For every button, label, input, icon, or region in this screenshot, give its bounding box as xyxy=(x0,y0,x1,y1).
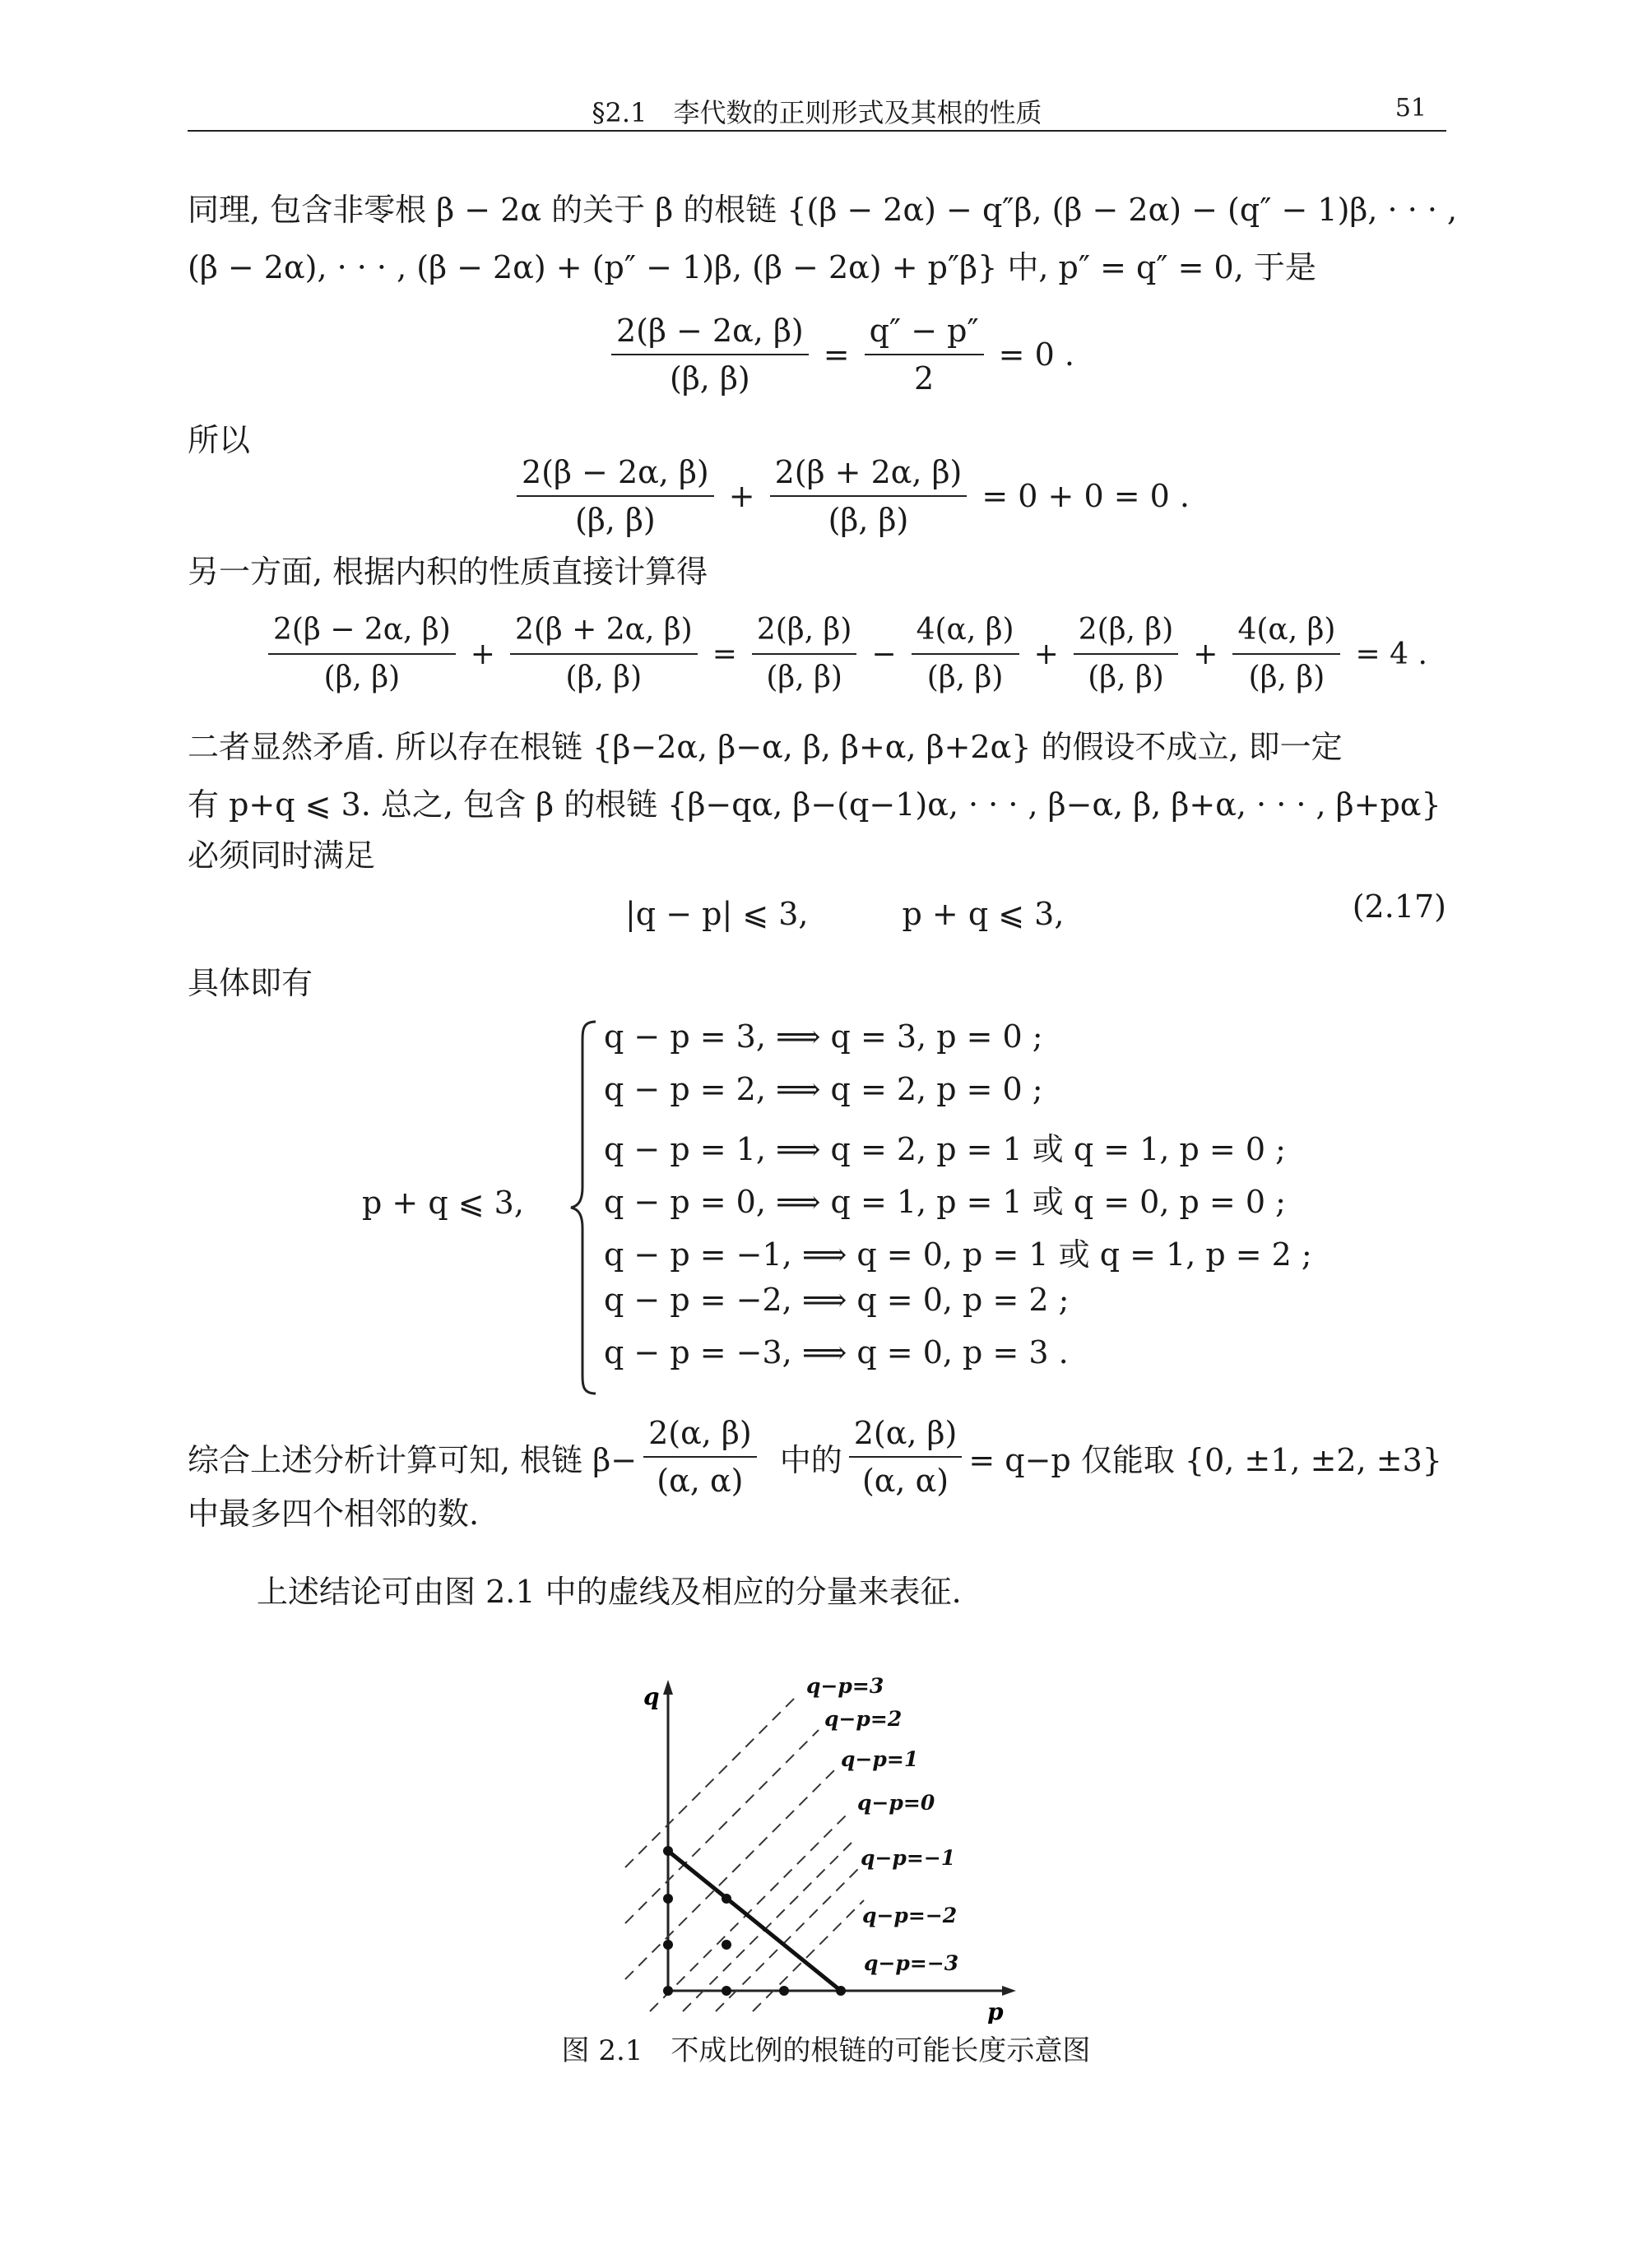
fraction: $\frac{2(\alpha, \beta)}{(\alpha, \alpha)}$ xyxy=(849,1413,963,1500)
dashed-lines xyxy=(625,1695,864,2011)
fraction: $\frac{2(\beta - 2\alpha, \beta)}{(\beta, \beta)}$ xyxy=(517,452,714,540)
root-chain-figure xyxy=(601,1662,1028,2024)
lattice-point xyxy=(836,1986,846,1996)
case-row: q − p = 0, ⟹ q = 1, p = 1 或 q = 0, p = 0 ; xyxy=(604,1184,1286,1220)
lattice-point xyxy=(663,1940,673,1950)
paragraph-line: 二者显然矛盾. 所以存在根链 {β−2α, β−α, β, β+α, β+2α} 的假设不成立, 即一定 xyxy=(188,729,1343,765)
paragraph-line: 必须同时满足 xyxy=(188,837,376,874)
fraction: $\frac{2(\beta - 2\alpha, \beta)}{(\beta, \beta)}$ xyxy=(268,610,456,698)
equation-1: $\frac{2(\beta - 2\alpha, \beta)}{(\beta, \beta)}$ = $\frac{q'' - p''}{2}$ = 0 . xyxy=(605,311,1083,398)
case-row: q − p = 3, ⟹ q = 3, p = 0 ; xyxy=(604,1018,1043,1055)
case-row: q − p = 1, ⟹ q = 2, p = 1 或 q = 1, p = 0 ; xyxy=(604,1131,1286,1167)
p-axis-arrow xyxy=(1002,1986,1016,1996)
q-axis-arrow xyxy=(663,1680,673,1695)
fraction: $\frac{2(\beta + 2\alpha, \beta)}{(\beta, \beta)}$ xyxy=(770,452,968,540)
fraction: $\frac{4(\alpha, \beta)}{(\beta, \beta)}$ xyxy=(1232,610,1340,698)
paragraph-line: (β − 2α), · · · , (β − 2α) + (p″ − 1)β, (β − 2α) + p″β} 中, p″ = q″ = 0, 于是 xyxy=(188,249,1316,285)
equation-2: $\frac{2(\beta - 2\alpha, \beta)}{(\beta, \beta)}$ + $\frac{2(\beta + 2\alpha, \beta)}{(\beta, \beta)}$ = 0 + 0 = 0 . xyxy=(510,452,1198,540)
case-row: q − p = −2, ⟹ q = 0, p = 2 ; xyxy=(604,1282,1070,1318)
paragraph-line: 另一方面, 根据内积的性质直接计算得 xyxy=(188,554,708,590)
paragraph-line: 中最多四个相邻的数. xyxy=(188,1496,480,1532)
lattice-point xyxy=(663,1894,673,1904)
line-label: q−p=2 xyxy=(824,1707,903,1731)
case-row: q − p = −1, ⟹ q = 0, p = 1 或 q = 1, p = 2 ; xyxy=(604,1236,1312,1273)
lattice-point xyxy=(722,1894,731,1904)
line-label: q−p=−3 xyxy=(864,1951,959,1975)
lattice-point xyxy=(722,1986,731,1996)
line-label: q−p=−1 xyxy=(861,1846,956,1870)
fraction: $\frac{2(\alpha, \beta)}{(\alpha, \alpha)}$ xyxy=(643,1413,757,1500)
left-brace xyxy=(568,1018,601,1397)
fraction: $\frac{2(\beta + 2\alpha, \beta)}{(\beta, \beta)}$ xyxy=(510,610,698,698)
p-axis-label: p xyxy=(987,1998,1004,2024)
figure-caption: 图 2.1 不成比例的根链的可能长度示意图 xyxy=(561,2034,1091,2067)
lattice-point xyxy=(779,1986,789,1996)
fraction: $\frac{4(\alpha, \beta)}{(\beta, \beta)}$ xyxy=(912,610,1019,698)
page-number: 51 xyxy=(1394,94,1427,123)
paragraph-line: 上述结论可由图 2.1 中的虚线及相应的分量来表征. xyxy=(257,1574,962,1610)
case-row: q − p = −3, ⟹ q = 0, p = 3 . xyxy=(604,1334,1069,1370)
paragraph-line: 同理, 包含非零根 β − 2α 的关于 β 的根链 {(β − 2α) − q″β, (β − 2α) − (q″ − 1)β, · · · , xyxy=(188,192,1458,228)
lattice-point xyxy=(663,1846,673,1856)
fraction: $\frac{2(\beta, \beta)}{(\beta, \beta)}$ xyxy=(1074,610,1179,698)
paragraph-line: 有 p+q ⩽ 3. 总之, 包含 β 的根链 {β−qα, β−(q−1)α, · · · , β−α, β, β+α, · · · , β+pα} xyxy=(188,786,1441,823)
running-title: §2.1 李代数的正则形式及其根的性质 xyxy=(592,97,1042,128)
lattice-point xyxy=(722,1940,731,1950)
q-axis-label: q xyxy=(643,1683,660,1710)
line-p-plus-q-3 xyxy=(668,1851,841,1991)
paragraph-line: 具体即有 xyxy=(188,965,313,1001)
fraction: $\frac{q'' - p''}{2}$ xyxy=(865,311,984,398)
line-q-p-minus1 xyxy=(683,1843,852,2011)
fraction: $\frac{2(\beta, \beta)}{(\beta, \beta)}$ xyxy=(752,610,857,698)
line-label: q−p=−2 xyxy=(862,1904,958,1927)
line-q-p-3 xyxy=(625,1695,798,1867)
lattice-point xyxy=(663,1986,673,1996)
equation-number: (2.17) xyxy=(1352,888,1446,925)
line-label: q−p=3 xyxy=(806,1674,884,1698)
equation-2-17: |q − p| ⩽ 3, p + q ⩽ 3, xyxy=(625,896,1065,932)
paragraph-line: 所以 xyxy=(188,422,251,458)
line-q-p-0 xyxy=(650,1814,847,2011)
fraction: $\frac{2(\beta - 2\alpha, \beta)}{(\beta, \beta)}$ xyxy=(611,311,809,398)
page-header xyxy=(188,89,1446,132)
paragraph-line: 综合上述分析计算可知, 根链 β− $\frac{2(\alpha, \beta)}{(\alpha, \alpha)}$ 中的 $\frac{2(\alpha, \beta)}{(\alpha, \alpha)}$ = q−p 仅能取 {0, ±1, ±2, ±3} xyxy=(188,1415,1442,1499)
line-label: q−p=1 xyxy=(841,1747,919,1771)
line-q-p-minus3 xyxy=(753,1900,864,2011)
case-row: q − p = 2, ⟹ q = 2, p = 0 ; xyxy=(604,1071,1043,1107)
condition-label: p + q ⩽ 3, xyxy=(362,1185,524,1221)
equation-3: $\frac{2(\beta - 2\alpha, \beta)}{(\beta, \beta)}$ + $\frac{2(\beta + 2\alpha, \beta)}{(\beta, \beta)}$ = $\frac{2(\beta, \beta)}{(\beta, \beta)}$ − $\frac{4(\alpha, \beta)}{(\beta, \beta)}$ + $\frac{2(\beta, \beta)}{(\beta, \beta)}$ + $\frac{4(\alpha, \beta)}{(\beta, \beta)}$ = 4 . xyxy=(262,610,1436,698)
line-label: q−p=0 xyxy=(857,1791,935,1815)
